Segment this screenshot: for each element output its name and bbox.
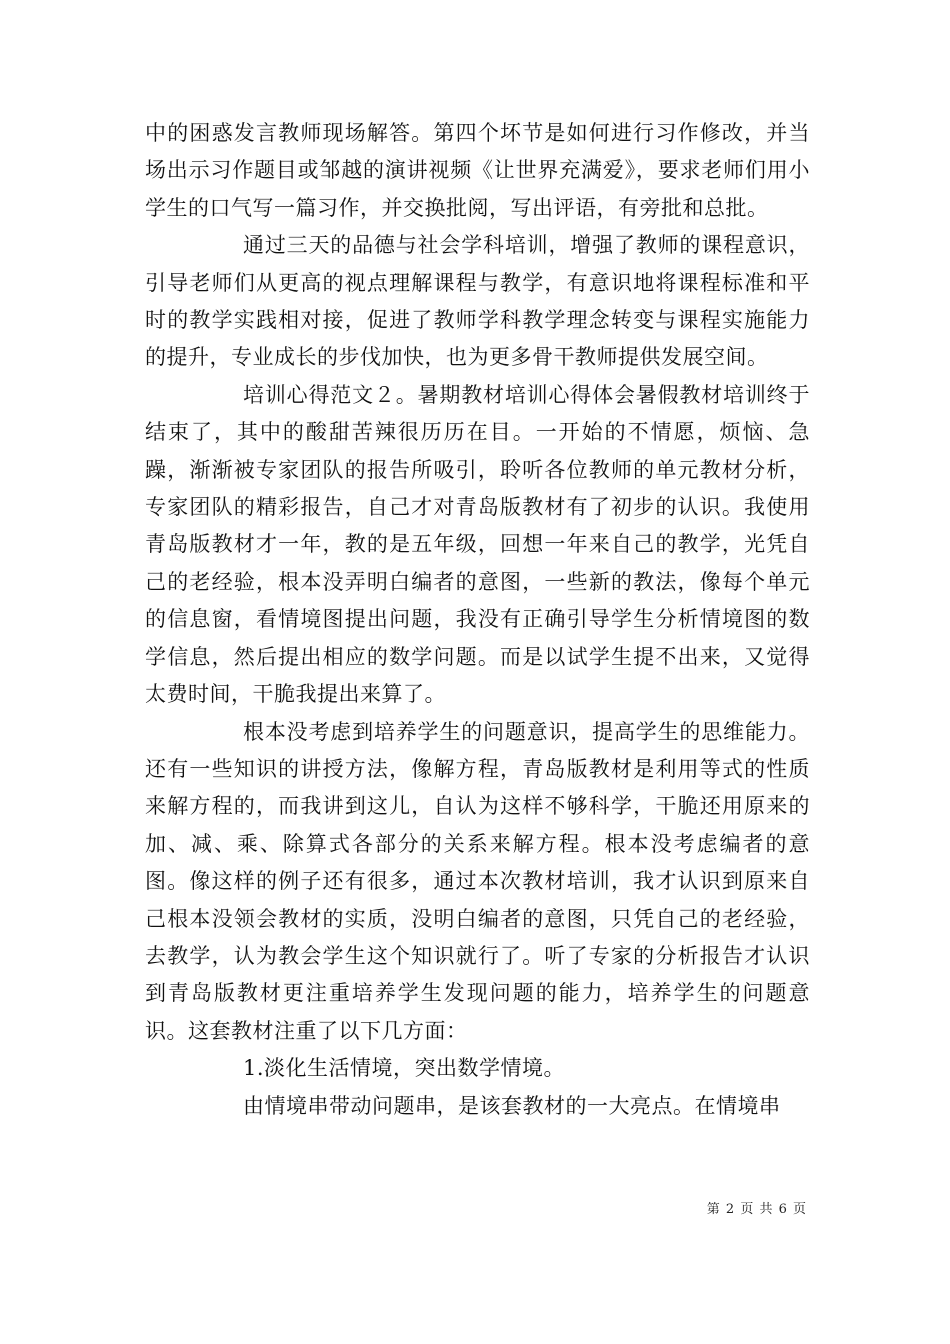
paragraph-sample-essay-2: 培训心得范文２。暑期教材培训心得体会暑假教材培训终于结束了，其中的酸甜苦辣很历历在目。一开始的不情愿，烦恼、急躁，渐渐被专家团队的报告所吸引，聆听各位教师的单元教材分析，专家团队的精彩报告，自己才对青岛版教材有了初步的认识。我使用青岛版教材才一年，教的是五年级，回想一年来自己的教学，光凭自己的老经验，根本没弄明白编者的意图，一些新的教法，像每个单元的信息窗，看情境图提出问题，我没有正确引导学生分析情境图的数学信息，然后提出相应的数学问题。而是以试学生提不出来，又觉得太费时间，干脆我提出来算了。 <box>145 382 810 707</box>
paragraph-problem-awareness: 根本没考虑到培养学生的问题意识，提高学生的思维能力。还有一些知识的讲授方法，像解方程，青岛版教材是利用等式的性质来解方程的，而我讲到这儿，自认为这样不够科学，干脆还用原来的加、减、乘、除算式各部分的关系来解方程。根本没考虑编者的意图。像这样的例子还有很多，通过本次教材培训，我才认识到原来自己根本没领会教材的实质，没明白编者的意图，只凭自己的老经验，去教学，认为教会学生这个知识就行了。听了专家的分析报告才认识到青岛版教材更注重培养学生发现问题的能力，培养学生的问题意识。这套教材注重了以下几方面： <box>145 719 810 1043</box>
list-item-heading-1: 1.淡化生活情境，突出数学情境。 <box>243 1056 566 1081</box>
paragraph-training-summary: 通过三天的品德与社会学科培训，增强了教师的课程意识，引导老师们从更高的视点理解课程与教学，有意识地将课程标准和平时的教学实践相对接，促进了教师学科教学理念转变与课程实施能力的提升，专业成长的步伐加快，也为更多骨干教师提供发展空间。 <box>145 233 810 370</box>
paragraph-continuation: 中的困惑发言教师现场解答。第四个坏节是如何进行习作修改，并当场出示习作题目或邹越的演讲视频《让世界充满爱》，要求老师们用小学生的口气写一篇习作，并交换批阅，写出评语，有旁批和总批。 <box>145 121 810 220</box>
paragraph-situation-chain: 由情境串带动问题串，是该套教材的一大亮点。在情境串 <box>243 1093 781 1118</box>
document-body <box>145 115 810 1125</box>
page-number-footer: 第 2 页 共 6 页 <box>706 1202 807 1217</box>
